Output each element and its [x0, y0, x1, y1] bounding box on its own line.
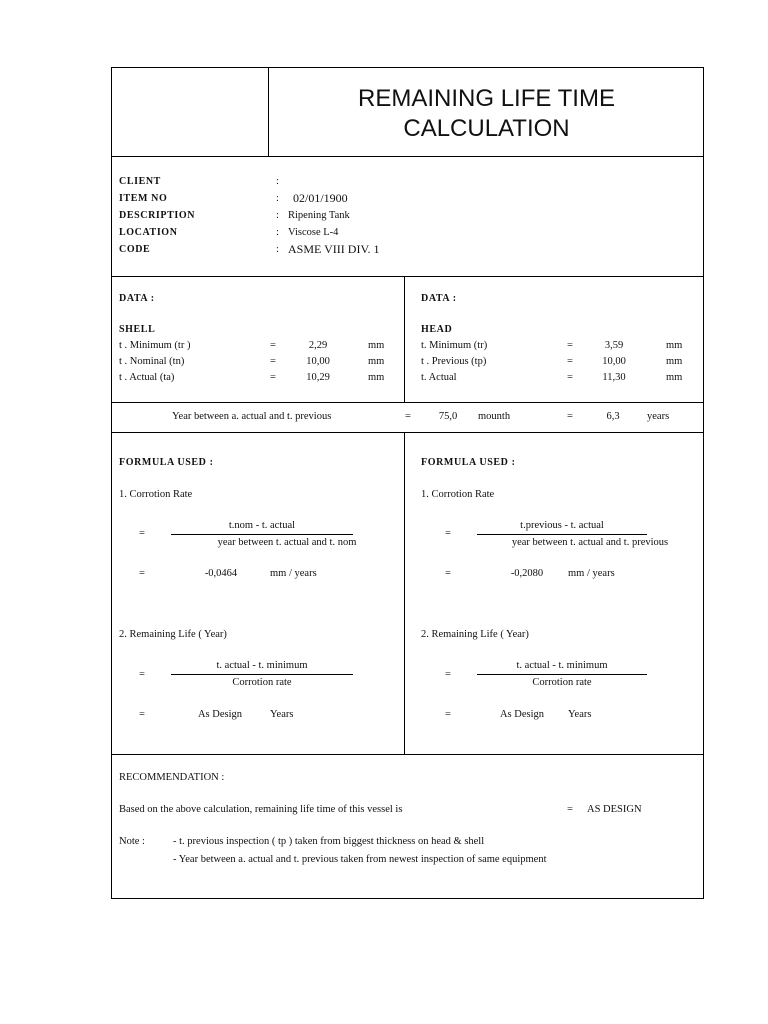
location-label: LOCATION	[119, 227, 178, 238]
head-row-value: 10,00	[602, 356, 626, 367]
shell-row-label: t . Actual (ta)	[119, 372, 175, 383]
head-row-unit: mm	[666, 356, 683, 367]
shell-row-eq: =	[270, 340, 276, 351]
formula-left-life-numerator: t. actual - t. minimum	[216, 660, 308, 671]
note-line-1: - t. previous inspection ( tp ) taken from biggest thickness on head & shell	[173, 836, 485, 847]
location-colon: :	[276, 227, 279, 238]
shell-row-eq: =	[270, 356, 276, 367]
formula-right-rate-unit: mm / years	[568, 568, 615, 579]
head-row-value: 11,30	[602, 372, 626, 383]
head-row-unit: mm	[666, 340, 683, 351]
years-rule	[112, 432, 703, 433]
page-title-line-2: CALCULATION	[403, 115, 570, 142]
formula-right-life-numerator: t. actual - t. minimum	[516, 660, 608, 671]
formula-left-rate-result: -0,0464	[204, 568, 238, 579]
formula-right-life-result-eq: =	[445, 709, 451, 720]
formula-right-heading: FORMULA USED :	[421, 457, 516, 468]
data-divider	[404, 276, 405, 402]
description-colon: :	[276, 210, 279, 221]
formula-right-rate-numerator: t.previous - t. actual	[520, 520, 604, 531]
recommendation-statement: Based on the above calculation, remaining life time of this vessel is	[119, 804, 403, 815]
description-value: Ripening Tank	[288, 210, 350, 221]
shell-row-unit: mm	[368, 356, 385, 367]
formula-left-life-result-eq: =	[139, 709, 145, 720]
head-row-value: 3,59	[604, 340, 624, 351]
formula-right-rate-title: 1. Corrotion Rate	[421, 489, 495, 500]
recommendation-heading: RECOMMENDATION :	[119, 772, 225, 783]
head-data-heading: DATA :	[421, 293, 457, 304]
shell-row-label: t . Minimum (tr )	[119, 340, 191, 351]
formula-right-life-result: As Design	[499, 709, 545, 720]
formula-right-rate-fraction-bar	[477, 534, 647, 535]
years-between-years-unit: years	[647, 411, 670, 422]
client-label: CLIENT	[119, 176, 161, 187]
location-value: Viscose L-4	[288, 227, 339, 238]
code-label: CODE	[119, 244, 151, 255]
formula-divider	[404, 432, 405, 754]
formula-right-rate-denominator: year between t. actual and t. previous	[511, 537, 669, 548]
item-no-value: 02/01/1900	[293, 191, 348, 205]
shell-data-heading: DATA :	[119, 293, 155, 304]
formula-right-life-unit: Years	[568, 709, 592, 720]
shell-row-eq: =	[270, 372, 276, 383]
formula-left-life-title: 2. Remaining Life ( Year)	[119, 629, 227, 640]
formula-left-rate-unit: mm / years	[270, 568, 317, 579]
code-value: ASME VIII DIV. 1	[288, 242, 380, 256]
years-between-years: 6,3	[606, 411, 620, 422]
code-colon: :	[276, 244, 279, 255]
formula-left-life-fraction-bar	[171, 674, 353, 675]
recommendation-eq: =	[567, 804, 573, 815]
note-label: Note :	[119, 836, 145, 847]
years-between-months: 75,0	[438, 411, 458, 422]
formula-left-rate-denominator: year between t. actual and t. nom	[217, 537, 357, 548]
formula-left-rate-eq: =	[139, 528, 145, 539]
shell-row-value: 2,29	[308, 340, 328, 351]
item-no-colon: :	[276, 193, 279, 204]
head-row-label: t . Previous (tp)	[421, 356, 487, 367]
header-rule	[112, 156, 703, 157]
years-between-months-unit: mounth	[478, 411, 511, 422]
formula-right-life-fraction-bar	[477, 674, 647, 675]
formula-left-life-unit: Years	[270, 709, 294, 720]
formula-right-life-denominator: Corrotion rate	[532, 677, 592, 688]
description-label: DESCRIPTION	[119, 210, 196, 221]
note-line-2: - Year between a. actual and t. previous taken from newest inspection of same equipment	[173, 854, 547, 865]
calculation-sheet	[111, 67, 704, 899]
formula-left-rate-numerator: t.nom - t. actual	[228, 520, 296, 531]
formula-left-rate-result-eq: =	[139, 568, 145, 579]
formula-right-rate-result: -0,2080	[510, 568, 544, 579]
recommendation-result: AS DESIGN	[587, 804, 642, 815]
head-row-eq: =	[567, 372, 573, 383]
head-row-label: t. Minimum (tr)	[421, 340, 488, 351]
head-row-eq: =	[567, 356, 573, 367]
formula-right-life-eq: =	[445, 669, 451, 680]
formula-left-life-eq: =	[139, 669, 145, 680]
page-title-line-1: REMAINING LIFE TIME	[358, 85, 615, 112]
formula-left-heading: FORMULA USED :	[119, 457, 214, 468]
formula-left-life-result: As Design	[197, 709, 243, 720]
formula-right-rate-result-eq: =	[445, 568, 451, 579]
shell-section-title: SHELL	[119, 324, 156, 335]
head-row-eq: =	[567, 340, 573, 351]
head-section-title: HEAD	[421, 324, 453, 335]
formula-left-rate-title: 1. Corrotion Rate	[119, 489, 193, 500]
shell-row-value: 10,00	[306, 356, 330, 367]
head-row-label: t. Actual	[421, 372, 457, 383]
head-row-unit: mm	[666, 372, 683, 383]
shell-row-unit: mm	[368, 372, 385, 383]
formula-rule	[112, 754, 703, 755]
years-between-eq-2: =	[567, 411, 573, 422]
info-rule	[112, 276, 703, 277]
formula-right-life-title: 2. Remaining Life ( Year)	[421, 629, 529, 640]
formula-left-life-denominator: Corrotion rate	[232, 677, 292, 688]
shell-row-value: 10,29	[306, 372, 330, 383]
years-between-label: Year between a. actual and t. previous	[172, 411, 332, 422]
item-no-label: ITEM NO	[119, 193, 168, 204]
data-rule	[112, 402, 703, 403]
years-between-eq-1: =	[405, 411, 411, 422]
formula-left-rate-fraction-bar	[171, 534, 353, 535]
client-colon: :	[276, 176, 279, 187]
shell-row-label: t . Nominal (tn)	[119, 356, 185, 367]
shell-row-unit: mm	[368, 340, 385, 351]
formula-right-rate-eq: =	[445, 528, 451, 539]
